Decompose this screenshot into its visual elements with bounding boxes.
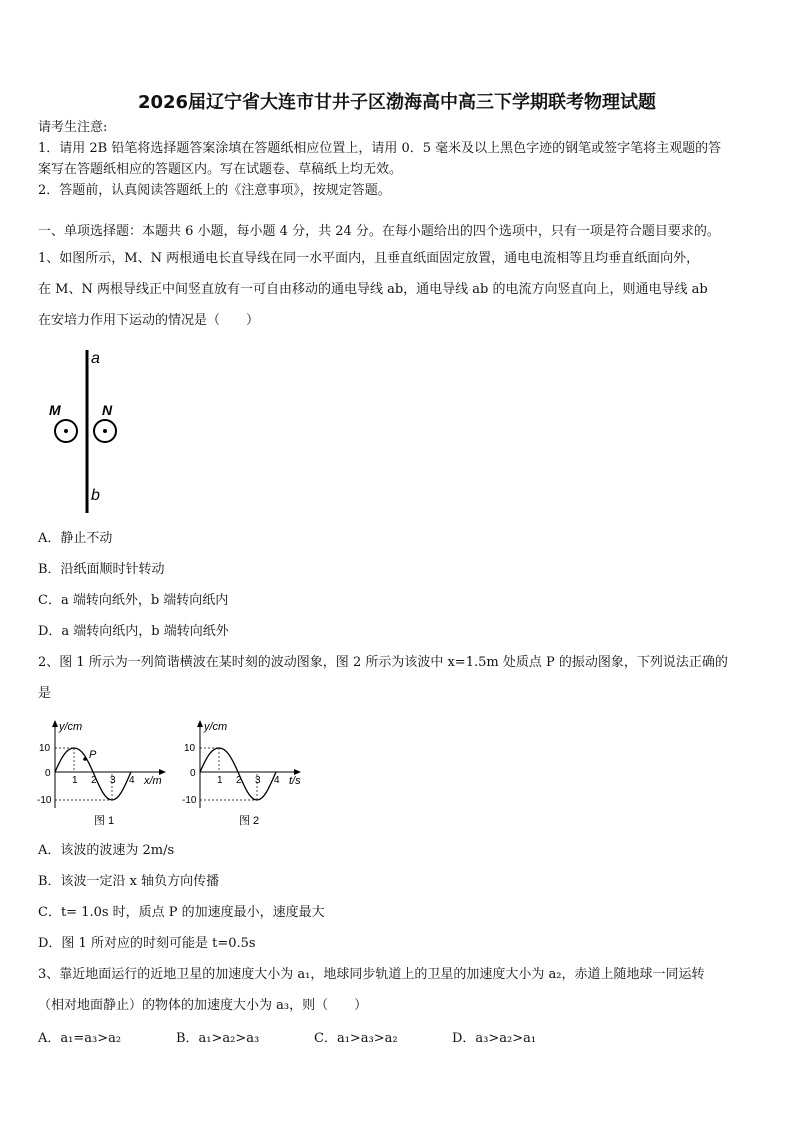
fig2-ylabel: y/cm <box>204 721 228 733</box>
fig1-xtick-2: 2 <box>91 775 97 786</box>
q1-line-2: 在 M、N 两根导线正中间竖直放有一可自由移动的通电导线 ab，通电导线 ab 的电流方向竖直向上，则通电导线 ab <box>38 282 708 297</box>
fig1-caption: 图 1 <box>94 815 115 827</box>
q3-line-2: （相对地面静止）的物体的加速度大小为 a₃，则（ ） <box>38 998 368 1013</box>
q2-option-d: D．图 1 所对应的时刻可能是 t=0.5s <box>38 936 256 951</box>
q3-option-a: A．a₁=a₃>a₂ <box>38 1031 122 1046</box>
wire-label-m: M <box>49 402 61 418</box>
page-title: 2026届辽宁省大连市甘井子区渤海高中高三下学期联考物理试题 <box>137 92 657 113</box>
fig2-ytick-10: 10 <box>184 743 196 754</box>
q1-wire-figure <box>40 345 130 520</box>
q3-option-c: C．a₁>a₃>a₂ <box>314 1031 398 1046</box>
fig2-caption: 图 2 <box>239 815 260 827</box>
q1-option-b: B．沿纸面顺时针转动 <box>38 562 165 577</box>
wire-m-dot <box>64 429 68 433</box>
fig1-ytick-0: 0 <box>45 768 51 779</box>
q2-line-2: 是 <box>38 686 52 701</box>
q2-option-b: B．该波一定沿 x 轴负方向传播 <box>38 874 220 889</box>
fig1-point-label: P <box>89 749 97 761</box>
wire-n-dot <box>103 429 107 433</box>
q3-option-d: D．a₃>a₂>a₁ <box>452 1031 537 1046</box>
fig1-point-p <box>83 757 87 761</box>
fig2-xtick-3: 3 <box>255 775 261 786</box>
wire-label-b: b <box>91 487 100 504</box>
fig2-xtick-4: 4 <box>274 775 280 786</box>
fig2-xtick-1: 1 <box>217 775 223 786</box>
q2-option-a: A．该波的波速为 2m/s <box>38 843 175 858</box>
q3-line-1: 3、靠近地面运行的近地卫星的加速度大小为 a₁，地球同步轨道上的卫星的加速度大小为 a₂，赤道上随地球一同运转 <box>38 967 705 982</box>
q1-option-c: C．a 端转向纸外，b 端转向纸内 <box>38 593 229 608</box>
fig2-ytick-0: 0 <box>190 768 196 779</box>
fig1-xtick-4: 4 <box>129 775 135 786</box>
section-heading: 一、单项选择题：本题共 6 小题，每小题 4 分，共 24 分。在每小题给出的四个选项中，只有一项是符合题目要求的。 <box>38 224 720 239</box>
q1-line-3: 在安培力作用下运动的情况是（ ） <box>38 313 260 328</box>
notice-item-1-line-1: 1．请用 2B 铅笔将选择题答案涂填在答题纸相应位置上，请用 0．5 毫米及以上黑色字迹的钢笔或签字笔将主观题的答 <box>38 141 722 156</box>
fig1-ylabel: y/cm <box>59 721 83 733</box>
wire-label-n: N <box>102 402 113 418</box>
q1-option-d: D．a 端转向纸内，b 端转向纸外 <box>38 624 229 639</box>
fig1-ytick-neg10: -10 <box>37 795 52 806</box>
notice-item-1-line-2: 案写在答题纸相应的答题区内。写在试题卷、草稿纸上均无效。 <box>38 162 403 177</box>
q2-figure-1 <box>36 716 171 831</box>
fig2-xtick-2: 2 <box>236 775 242 786</box>
fig1-ytick-10: 10 <box>39 743 51 754</box>
q1-option-a: A．静止不动 <box>38 531 113 546</box>
notice-item-2: 2．答题前，认真阅读答题纸上的《注意事项》，按规定答题。 <box>38 183 391 198</box>
fig2-oscillation-curve <box>200 748 276 800</box>
notice-heading: 请考生注意: <box>38 120 108 135</box>
fig2-ytick-neg10: -10 <box>182 795 197 806</box>
q2-line-1: 2、图 1 所示为一列简谐横波在某时刻的波动图象，图 2 所示为该波中 x=1.5m 处质点 P 的振动图象，下列说法正确的 <box>38 655 728 670</box>
fig1-xlabel: x/m <box>144 775 162 787</box>
fig2-xlabel: t/s <box>289 775 301 787</box>
fig1-xtick-1: 1 <box>72 775 78 786</box>
q3-option-b: B．a₁>a₂>a₃ <box>176 1031 260 1046</box>
wire-label-a: a <box>91 350 100 367</box>
fig1-xtick-3: 3 <box>110 775 116 786</box>
q2-option-c: C．t= 1.0s 时，质点 P 的加速度最小，速度最大 <box>38 905 325 920</box>
q1-line-1: 1、如图所示，M、N 两根通电长直导线在同一水平面内，且垂直纸面固定放置，通电电流相等且均垂直纸面向外， <box>38 251 700 266</box>
q2-figure-2 <box>181 716 316 831</box>
